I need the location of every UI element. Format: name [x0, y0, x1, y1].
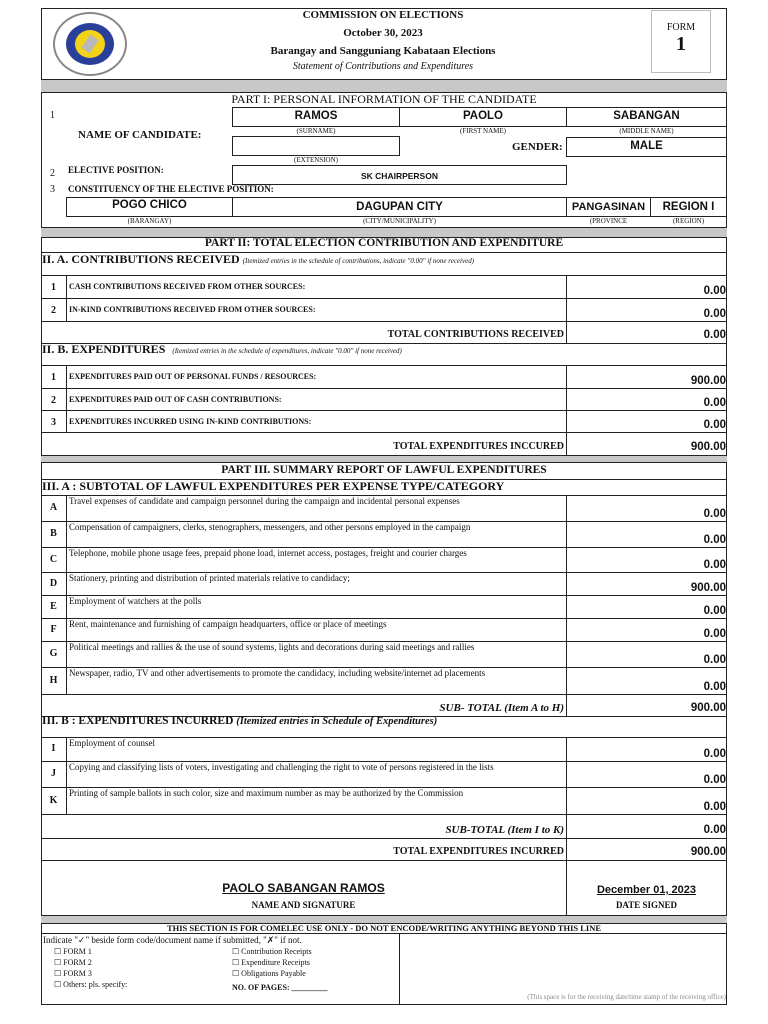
- amount-field[interactable]: 0.00: [566, 389, 727, 410]
- row-description: Stationery, printing and distribution of printed materials relative to candidacy;: [66, 573, 566, 595]
- total-row: [41, 838, 727, 860]
- middle-name-label: (MIDDLE NAME): [619, 127, 674, 135]
- comelec-instruction: Indicate "✓" beside form code/document name if submitted, "✗" if not.: [43, 935, 302, 945]
- amount-field[interactable]: 0.00: [566, 299, 727, 321]
- row-description: IN-KIND CONTRIBUTIONS RECEIVED FROM OTHER SOURCES:: [66, 299, 566, 321]
- checkbox-label: Others: pls. specify:: [63, 980, 128, 989]
- region-field[interactable]: REGION I: [650, 197, 727, 217]
- amount-field[interactable]: 0.00: [566, 738, 727, 761]
- row-description: Travel expenses of candidate and campaign personnel during the campaign and incidental personal expenses: [66, 496, 566, 521]
- elective-position-field[interactable]: SK CHAIRPERSON: [232, 165, 567, 185]
- row-number: C: [49, 553, 58, 565]
- row-number: E: [50, 600, 57, 612]
- row-number: H: [49, 674, 58, 686]
- row-description: Printing of sample ballots in such color, size and maximum number as may be authorized by the Commission: [66, 788, 566, 814]
- item-number: 3: [50, 184, 55, 195]
- checkbox-item[interactable]: ☐ Contribution Receipts: [232, 947, 312, 956]
- part1-title: PART I: PERSONAL INFORMATION OF THE CANDIDATE: [231, 92, 537, 106]
- section-note: (Itemized entries in the schedule of contributions, indicate "0.00" if none received): [242, 257, 475, 265]
- section-title: II. A. CONTRIBUTIONS RECEIVED: [42, 252, 240, 266]
- amount-field[interactable]: 0.00: [566, 642, 727, 667]
- table-row: [41, 298, 727, 321]
- total-label: TOTAL EXPENDITURES INCCURED: [393, 441, 564, 452]
- row-number: F: [50, 623, 57, 635]
- row-description: EXPENDITURES PAID OUT OF PERSONAL FUNDS / RESOURCES:: [66, 366, 566, 388]
- gender-field[interactable]: MALE: [566, 137, 727, 157]
- region-label: (REGION): [672, 217, 705, 225]
- row-number: J: [51, 768, 56, 779]
- part3a-title: III. A : SUBTOTAL OF LAWFUL EXPENDITURES PER EXPENSE TYPE/CATEGORY: [42, 479, 505, 493]
- surname-field[interactable]: RAMOS: [232, 107, 400, 127]
- checkbox-label: Expenditure Receipts: [241, 958, 310, 967]
- row-number: A: [49, 502, 58, 513]
- table-row: [41, 365, 727, 388]
- total-label: TOTAL CONTRIBUTIONS RECEIVED: [387, 329, 564, 340]
- extension-field[interactable]: [232, 136, 400, 156]
- agency-name: COMMISSION ON ELECTIONS: [302, 9, 464, 21]
- table-row: [41, 595, 727, 618]
- part3-title: PART III. SUMMARY REPORT OF LAWFUL EXPENDITURES: [221, 464, 547, 476]
- item-number: 2: [50, 168, 55, 179]
- divider-bar: [41, 79, 727, 93]
- row-description: EXPENDITURES INCURRED USING IN-KIND CONTRIBUTIONS:: [66, 411, 566, 432]
- province-label: (PROVINCE: [589, 217, 628, 225]
- table-row: [41, 618, 727, 641]
- total-row: [41, 694, 727, 716]
- row-number: 2: [51, 395, 56, 406]
- form-number-box: [651, 10, 711, 73]
- checkbox-item[interactable]: ☐ Obligations Payable: [232, 969, 306, 978]
- barangay-label: (BARANGAY): [127, 217, 172, 225]
- total-amount[interactable]: 900.00: [566, 433, 727, 455]
- table-row: [41, 787, 727, 814]
- amount-field[interactable]: 0.00: [566, 496, 727, 521]
- amount-field[interactable]: 0.00: [566, 596, 727, 618]
- table-row: [41, 667, 727, 694]
- row-description: EXPENDITURES PAID OUT OF CASH CONTRIBUTIONS:: [66, 389, 566, 410]
- table-row: [41, 275, 727, 298]
- stamp-note: (This space is for the receiving date/time stamp of the receiving office): [527, 993, 726, 1001]
- row-number: D: [49, 577, 58, 589]
- contributions-heading: [42, 252, 474, 267]
- row-description: Copying and classifying lists of voters, investigating and challenging the right to vote of persons registered in the lists: [66, 762, 566, 787]
- total-label: SUB-TOTAL (Item I to K): [445, 824, 564, 836]
- total-amount[interactable]: 900.00: [566, 695, 727, 716]
- part2-title: PART II: TOTAL ELECTION CONTRIBUTION AND EXPENDITURE: [204, 237, 564, 249]
- first-name-field[interactable]: PAOLO: [399, 107, 567, 127]
- amount-field[interactable]: 0.00: [566, 619, 727, 641]
- checkbox-label: FORM 1: [63, 947, 92, 956]
- row-description: Compensation of campaigners, clerks, stenographers, messengers, and other persons employed in the campaign: [66, 522, 566, 547]
- comelec-notice: THIS SECTION IS FOR COMELEC USE ONLY - DO NOT ENCODE/WRITING ANYTHING BEYOND THIS LINE: [41, 923, 727, 934]
- section-title: III. B : EXPENDITURES INCURRED: [42, 715, 234, 727]
- total-label: TOTAL EXPENDITURES INCURRED: [393, 846, 564, 857]
- row-number: B: [50, 528, 57, 539]
- row-description: Rent, maintenance and furnishing of campaign headquarters, office or place of meetings: [66, 619, 566, 641]
- total-row: [41, 321, 727, 343]
- form-subtitle: Statement of Contributions and Expenditures: [292, 61, 474, 72]
- table-row: [41, 521, 727, 547]
- total-label: SUB- TOTAL (Item A to H): [439, 702, 564, 714]
- row-description: Employment of counsel: [66, 738, 566, 761]
- form-number: 1: [676, 33, 686, 55]
- amount-field[interactable]: 0.00: [566, 762, 727, 787]
- barangay-field[interactable]: POGO CHICO: [66, 197, 233, 217]
- row-number: I: [51, 743, 56, 754]
- total-amount[interactable]: 0.00: [566, 815, 727, 838]
- checkbox-label: Contribution Receipts: [241, 947, 312, 956]
- total-amount[interactable]: 900.00: [566, 839, 727, 860]
- checkbox-item[interactable]: ☐ Others: pls. specify:: [54, 980, 128, 989]
- middle-name-field[interactable]: SABANGAN: [566, 107, 727, 127]
- row-description: Political meetings and rallies & the use of sound systems, lights and decorations during said meetings and rallies: [66, 642, 566, 667]
- row-number: 2: [51, 305, 56, 316]
- row-description: Newspaper, radio, TV and other advertisements to promote the candidacy, including website/internet ad placements: [66, 668, 566, 694]
- date-signed: December 01, 2023: [596, 884, 697, 896]
- candidate-signature-name: PAOLO SABANGAN RAMOS: [222, 881, 385, 895]
- row-number: 1: [51, 372, 56, 383]
- election-date: October 30, 2023: [343, 27, 423, 39]
- table-row: [41, 410, 727, 432]
- amount-field[interactable]: 0.00: [566, 548, 727, 572]
- expenditures-heading: [42, 342, 402, 357]
- section-note: (Itemized entries in the schedule of expenditures, indicate "0.00" if none received): [172, 347, 402, 355]
- first-name-label: (FIRST NAME): [460, 127, 506, 135]
- pages-field[interactable]: NO. OF PAGES: _________: [232, 983, 328, 992]
- election-name: Barangay and Sangguniang Kabataan Elections: [270, 45, 496, 57]
- city-label: (CITY/MUNICIPALITY): [363, 217, 436, 225]
- constituency-label: CONSTITUENCY OF THE ELECTIVE POSITION:: [68, 184, 274, 194]
- province-field[interactable]: PANGASINAN: [566, 197, 651, 217]
- table-row: [41, 737, 727, 761]
- row-number: G: [49, 648, 58, 659]
- name-of-candidate-label: NAME OF CANDIDATE:: [78, 129, 202, 141]
- form-label: FORM: [666, 22, 696, 33]
- extension-label: (EXTENSION): [294, 156, 338, 164]
- row-description: Employment of watchers at the polls: [66, 596, 566, 618]
- row-number: 1: [51, 282, 56, 293]
- amount-field[interactable]: 0.00: [566, 411, 727, 432]
- checkbox-item[interactable]: ☐ FORM 2: [54, 958, 92, 967]
- checkbox-label: Obligations Payable: [241, 969, 306, 978]
- amount-field[interactable]: 0.00: [566, 276, 727, 298]
- table-row: [41, 641, 727, 667]
- amount-field[interactable]: 0.00: [566, 522, 727, 547]
- checkbox-item[interactable]: ☐ FORM 1: [54, 947, 92, 956]
- row-number: K: [49, 794, 58, 806]
- table-row: [41, 495, 727, 521]
- section-title: II. B. EXPENDITURES: [42, 342, 166, 356]
- table-row: [41, 388, 727, 410]
- city-field[interactable]: DAGUPAN CITY: [232, 197, 567, 217]
- part3b-heading: [42, 715, 437, 727]
- amount-field[interactable]: 0.00: [566, 668, 727, 694]
- amount-field[interactable]: 0.00: [566, 788, 727, 814]
- section-note: (Itemized entries in Schedule of Expenditures): [236, 716, 438, 727]
- checkbox-item[interactable]: ☐ Expenditure Receipts: [232, 958, 310, 967]
- row-number: 3: [51, 417, 56, 428]
- surname-label: (SURNAME): [296, 127, 336, 135]
- total-amount[interactable]: 0.00: [566, 322, 727, 343]
- table-row: [41, 761, 727, 787]
- checkbox-item[interactable]: ☐ FORM 3: [54, 969, 92, 978]
- table-row: [41, 572, 727, 595]
- amount-field[interactable]: 900.00: [566, 366, 727, 388]
- gender-label: GENDER:: [512, 141, 563, 153]
- total-row: [41, 432, 727, 455]
- total-row: [41, 814, 727, 838]
- row-description: Telephone, mobile phone usage fees, prepaid phone load, internet access, postages, freight and courier charges: [66, 548, 566, 572]
- table-row: [41, 547, 727, 572]
- comelec-seal: [53, 12, 127, 76]
- date-signed-label: DATE SIGNED: [615, 900, 678, 910]
- elective-position-label: ELECTIVE POSITION:: [68, 165, 164, 175]
- checkbox-label: FORM 2: [63, 958, 92, 967]
- signature-label: NAME AND SIGNATURE: [251, 900, 356, 910]
- amount-field[interactable]: 900.00: [566, 573, 727, 595]
- item-number: 1: [50, 110, 55, 121]
- checkbox-label: FORM 3: [63, 969, 92, 978]
- row-description: CASH CONTRIBUTIONS RECEIVED FROM OTHER SOURCES:: [66, 276, 566, 298]
